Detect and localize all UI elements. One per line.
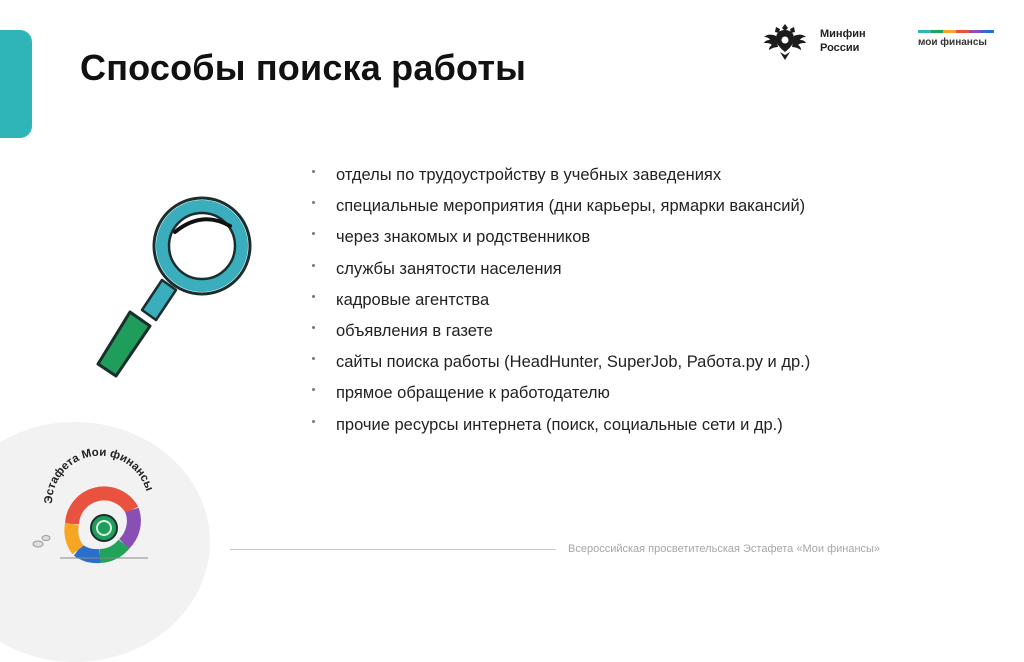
minfin-line2: России [820, 42, 860, 54]
minfin-line1: Минфин [820, 28, 866, 40]
brand-stripe [969, 30, 982, 33]
list-item: через знакомых и родственников [310, 226, 810, 257]
footer-divider [230, 549, 556, 550]
brand-stripe [918, 30, 931, 33]
estafeta-logo [20, 440, 170, 570]
minfin-name [820, 27, 866, 55]
list-item: специальные мероприятия (дни карьеры, ярмарки вакансий) [310, 195, 810, 226]
list-item: сайты поиска работы (HeadHunter, SuperJob, Работа.ру и др.) [310, 351, 810, 382]
list-item: службы занятости населения [310, 258, 810, 289]
eagle-emblem-icon [762, 18, 808, 64]
accent-bar [0, 30, 32, 138]
list-item: кадровые агентства [310, 289, 810, 320]
brand-name: мои финансы [918, 37, 987, 48]
brand-stripe [943, 30, 956, 33]
brand-stripe [981, 30, 994, 33]
moi-finansy-logo [918, 30, 998, 48]
estafeta-logo-text: Эстафета Мои финансы [42, 446, 156, 505]
brand-stripe [956, 30, 969, 33]
magnifier-icon [92, 186, 262, 382]
list-item: отделы по трудоустройству в учебных заведениях [310, 164, 810, 195]
list-item: прямое обращение к работодателю [310, 382, 810, 413]
brand-stripes [918, 30, 994, 33]
list-item: прочие ресурсы интернета (поиск, социальные сети и др.) [310, 414, 810, 445]
list-item: объявления в газете [310, 320, 810, 351]
job-search-methods-list [310, 164, 810, 445]
footer-text: Всероссийская просветительская Эстафета «Мои финансы» [568, 543, 881, 555]
minfin-logo [762, 16, 882, 66]
brand-stripe [931, 30, 944, 33]
page-title: Способы поиска работы [80, 47, 527, 88]
